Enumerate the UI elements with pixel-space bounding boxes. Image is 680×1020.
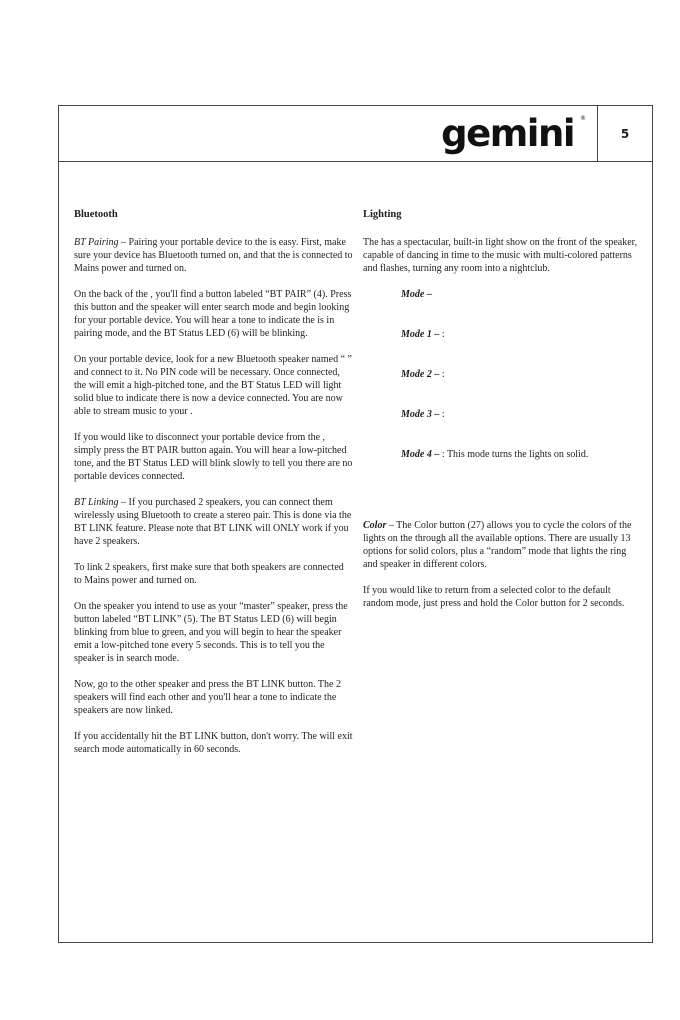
- other-speaker-paragraph: Now, go to the other speaker and press the BT LINK button. The 2 speakers will find each other and you'll hear a tone to indicate the speakers are now linked.: [74, 679, 341, 716]
- right-column: [363, 208, 639, 623]
- mode-4-item: [401, 448, 639, 461]
- bt-linking-paragraph: [74, 496, 354, 548]
- link-setup-paragraph: To link 2 speakers, first make sure that both speakers are connected to Mains power and turned on.: [74, 562, 344, 586]
- mode-2-text: :: [439, 369, 445, 380]
- mode-4-label: Mode 4 –: [401, 449, 440, 460]
- mode-2-label: Mode 2 –: [401, 369, 440, 380]
- bt-pair-button-paragraph: On the back of the , you'll find a button labeled “BT PAIR” (4). Press this button and the speaker will enter search mode and begin looking for your portable device. You will hear a tone to indicate the is in pairing mode, and the BT Status LED (6) will be blinking.: [74, 289, 352, 339]
- accidental-link-paragraph: If you accidentally hit the BT LINK button, don't worry. The will exit search mode automatically in 60 seconds.: [74, 731, 353, 755]
- bt-pairing-label: BT Pairing: [74, 237, 119, 248]
- master-speaker-paragraph: On the speaker you intend to use as your “master” speaker, press the button labeled “BT LINK” (5). The BT Status LED (6) will begin blinking from blue to green, and you will begin to hear the speaker emit a low-pitched tone every 5 seconds. This is to tell you the speaker is in search mode.: [74, 601, 348, 664]
- left-column: [74, 208, 354, 769]
- mode-1-text: :: [439, 329, 445, 340]
- mode-1-label: Mode 1 –: [401, 329, 440, 340]
- color-label: Color: [363, 520, 387, 531]
- bluetooth-heading: Bluetooth: [74, 209, 118, 220]
- disconnect-paragraph: If you would like to disconnect your portable device from the , simply press the BT PAIR button again. You will hear a low-pitched tone, and the BT Status LED will blink slowly to tell you there are no portable devices connected.: [74, 432, 353, 482]
- mode-label: Mode –: [401, 289, 432, 300]
- bt-pairing-paragraph: [74, 236, 354, 275]
- return-default-paragraph: If you would like to return from a selected color to the default random mode, just press and hold the Color button for 2 seconds.: [363, 585, 625, 609]
- mode-4-text: : This mode turns the lights on solid.: [439, 449, 589, 460]
- bt-linking-text: – If you purchased 2 speakers, you can connect them wirelessly using Bluetooth to create a stereo pair. This is done via the BT LINK feature. Please note that BT LINK will ONLY work if you have 2 speakers.: [74, 497, 352, 547]
- page-number: 5: [597, 106, 652, 162]
- bt-pairing-text: – Pairing your portable device to the is easy. First, make sure your device has Bluetooth turned on, and that the is connected to Mains power and turned on.: [74, 237, 353, 274]
- mode-3-text: :: [439, 409, 445, 420]
- mode-3-label: Mode 3 –: [401, 409, 440, 420]
- mode-1-item: [401, 328, 639, 341]
- registered-mark: ®: [580, 115, 586, 122]
- mode-3-item: [401, 408, 639, 421]
- connect-paragraph: On your portable device, look for a new Bluetooth speaker named “ ” and connect to it. No PIN code will be necessary. Once connected, the will emit a high-pitched tone, and the BT Status LED will light solid blue to indicate there is now a device connected. You are now able to stream music to your .: [74, 354, 352, 417]
- mode-2-item: [401, 368, 639, 381]
- color-paragraph: [363, 519, 639, 571]
- lighting-intro-paragraph: The has a spectacular, built-in light show on the front of the speaker, capable of dancing in time to the music with multi-colored patterns and flashes, turning any room into a nightclub.: [363, 237, 638, 274]
- mode-item: [401, 288, 639, 301]
- header-divider: [59, 161, 652, 162]
- gemini-logo: gemini: [441, 112, 574, 155]
- color-text: – The Color button (27) allows you to cycle the colors of the lights on the through all the available options. There are usually 13 options for solid colors, plus a “random” mode that lights the ring and speaker in different colors.: [363, 520, 632, 570]
- lighting-heading: Lighting: [363, 209, 402, 220]
- bt-linking-label: BT Linking: [74, 497, 119, 508]
